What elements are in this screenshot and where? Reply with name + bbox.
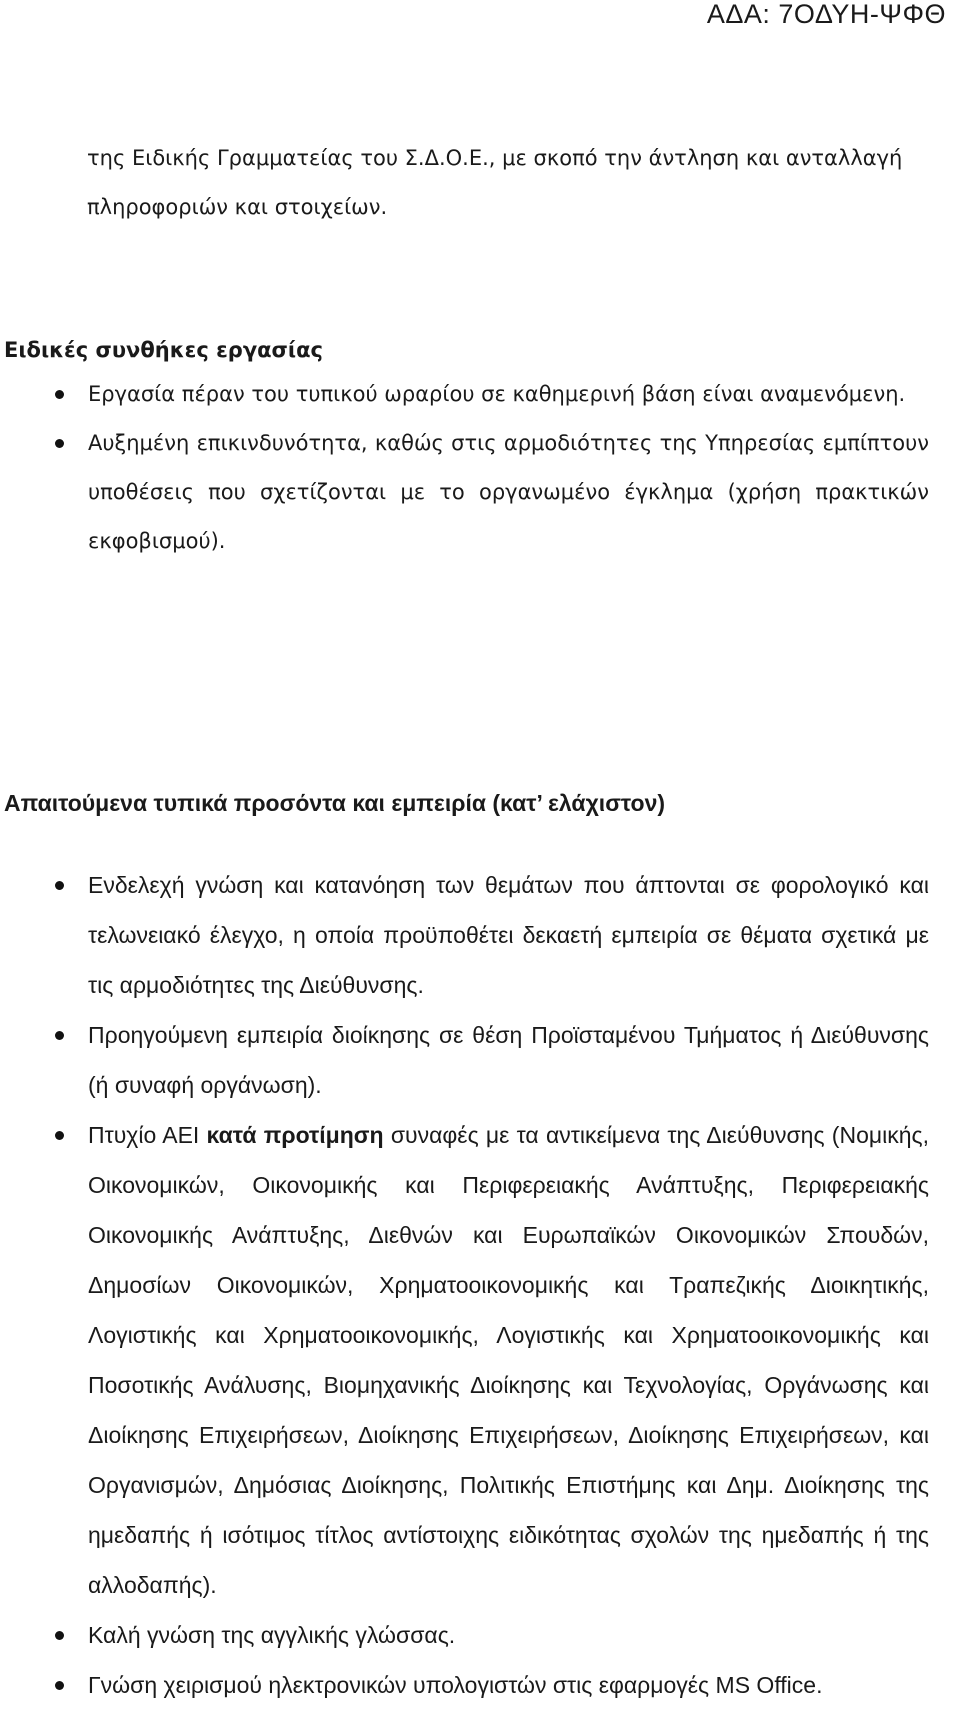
bullet-icon [55, 881, 64, 890]
bullet-icon [55, 390, 64, 399]
bullet-icon [55, 1681, 64, 1690]
list-item [55, 860, 929, 1010]
intro-line-1: της Ειδικής Γραμματείας του Σ.Δ.Ο.Ε., με σκοπό την άντληση και ανταλλαγή [87, 146, 903, 170]
list-item [55, 370, 929, 419]
list-item [55, 1010, 929, 1110]
list-item-text: Καλή γνώση της αγγλικής γλώσσας. [88, 1622, 456, 1648]
list-item [55, 1660, 929, 1710]
list-item-text: Αυξημένη επικινδυνότητα, καθώς στις αρμοδιότητες της Υπηρεσίας εμπίπτουν υποθέσεις που σχετίζονται με το οργανωμένο έγκλημα (χρήση πρακτικών εκφοβισμού). [88, 431, 929, 553]
special-conditions-list [55, 370, 929, 566]
qualifications-heading: Απαιτούμενα τυπικά προσόντα και εμπειρία (κατ’ ελάχιστον) [4, 790, 666, 816]
list-item [55, 419, 929, 566]
intro-line-2: πληροφοριών και στοιχείων. [87, 195, 388, 219]
list-item-text: Εργασία πέραν του τυπικού ωραρίου σε καθημερινή βάση είναι αναμενόμενη. [88, 382, 906, 406]
list-item-text-end: συναφές με τα αντικείμενα της Διεύθυνσης (Νομικής, Οικονομικών, Οικονομικής και Περιφερειακής Ανάπτυξης, Περιφερειακής Οικονομικής Ανάπτυξης, Διεθνών και Ευρωπαϊκών Οικονομικών Σπουδών, Δημοσίων Οικονομικών, Χρηματοοικονομικής και Τραπεζικής Διοικητικής, Λογιστικής και Χρηματοοικονομικής, Λογιστικής και Χρηματοοικονομικής και Ποσοτικής Ανάλυσης, Βιομηχανικής Διοίκησης και Τεχνολογίας, Οργάνωσης και Διοίκησης Επιχειρήσεων, Διοίκησης Επιχειρήσεων, Διοίκησης Επιχειρήσεων, και Οργανισμών, Δημόσιας Διοίκησης, Πολιτικής Επιστήμης και Δημ. Διοίκησης της ημεδαπής ή ισότιμος τίτλος αντίστοιχης ειδικότητας σχολών της ημεδαπής ή της αλλοδαπής). [88, 1122, 929, 1598]
qualifications-list [55, 860, 929, 1710]
special-conditions-heading: Ειδικές συνθήκες εργασίας [4, 338, 323, 362]
bullet-icon [55, 1131, 64, 1140]
list-item-text-start: Πτυχίο ΑΕΙ [88, 1122, 207, 1148]
list-item-text: Ενδελεχή γνώση και κατανόηση των θεμάτων που άπτονται σε φορολογικό και τελωνειακό έλεγχο, η οποία προϋποθέτει δεκαετή εμπειρία σε θέματα σχετικά με τις αρμοδιότητες της Διεύθυνσης. [88, 872, 929, 998]
bullet-icon [55, 439, 64, 448]
list-item-text: Προηγούμενη εμπειρία διοίκησης σε θέση Προϊσταμένου Τμήματος ή Διεύθυνσης (ή συναφή οργάνωση). [88, 1022, 929, 1098]
list-item-text-emphasis: κατά προτίμηση [206, 1122, 384, 1148]
intro-paragraph [87, 134, 930, 232]
list-item [55, 1610, 929, 1660]
bullet-icon [55, 1631, 64, 1640]
list-item [55, 1110, 929, 1610]
bullet-icon [55, 1031, 64, 1040]
ada-code: ΑΔΑ: 7ΟΔΥΗ-ΨΦΘ [706, 0, 946, 29]
list-item-text: Γνώση χειρισμού ηλεκτρονικών υπολογιστών στις εφαρμογές MS Office. [88, 1672, 823, 1698]
